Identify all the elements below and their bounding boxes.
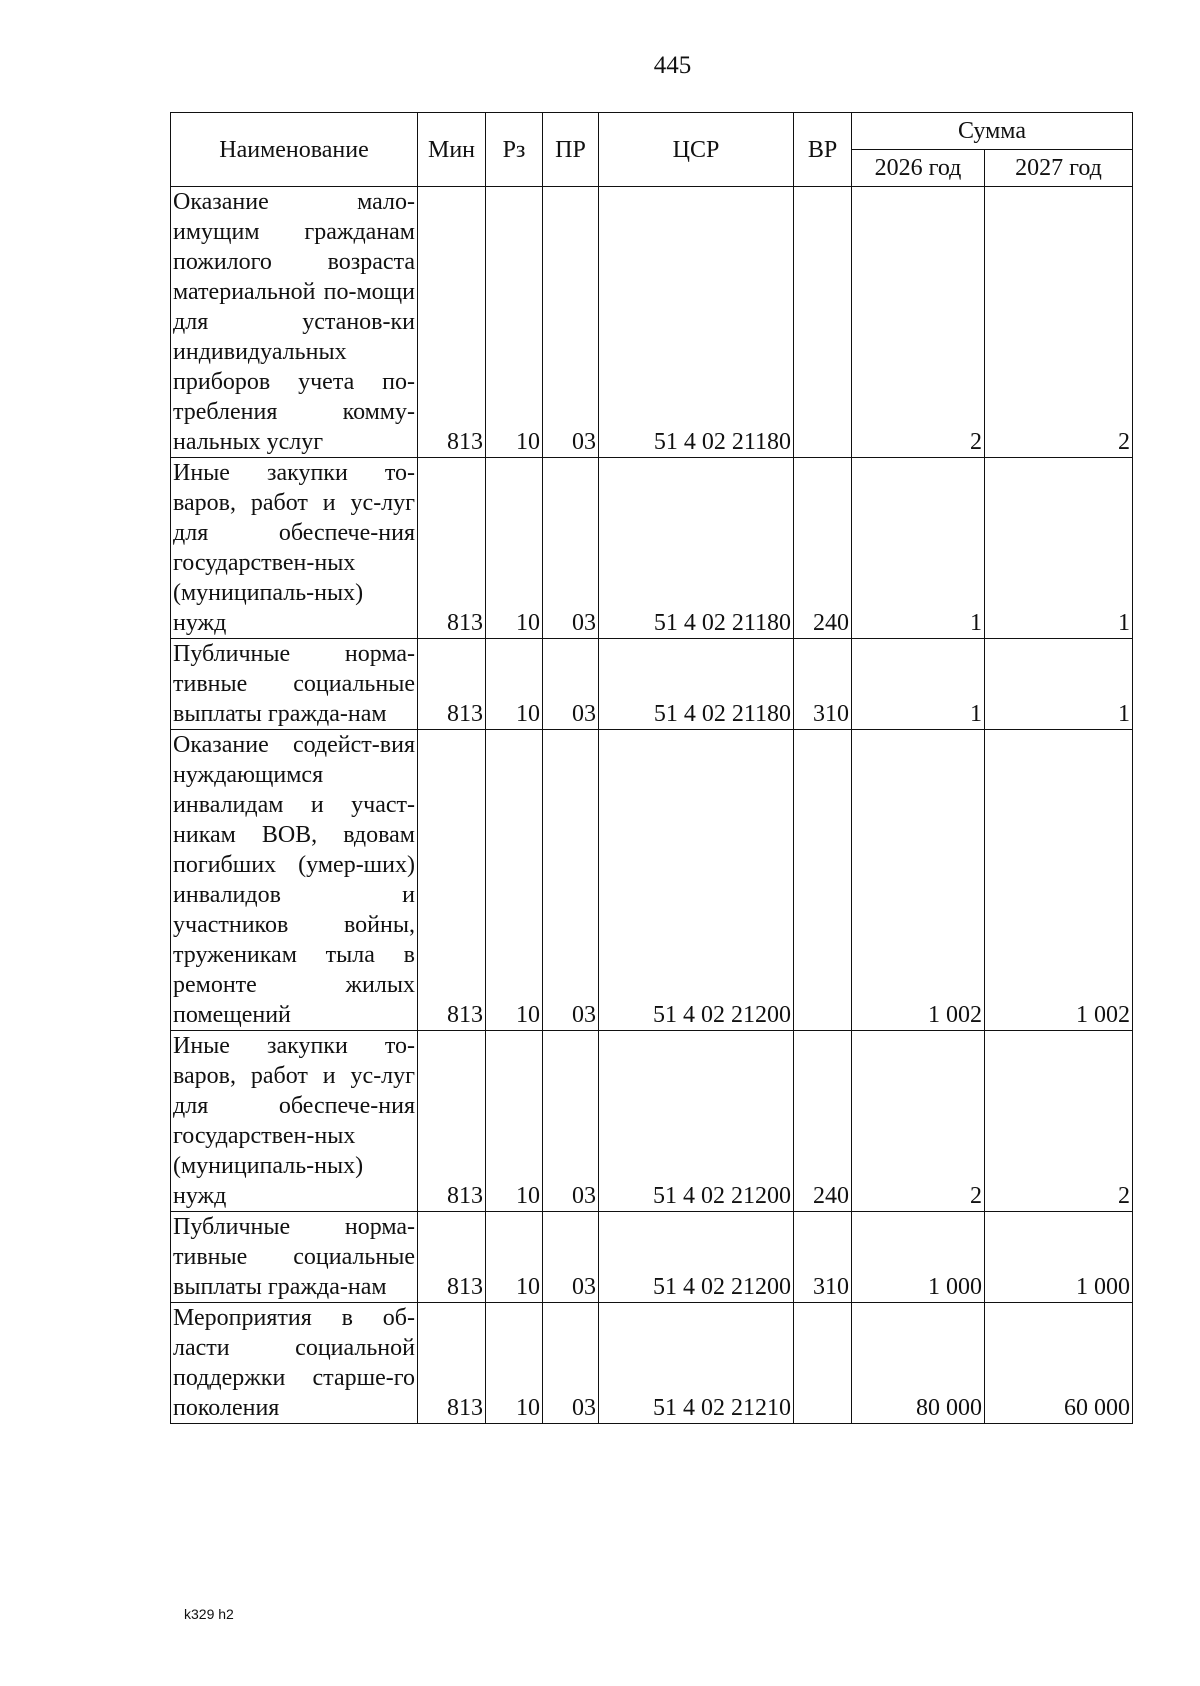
table-row bbox=[171, 458, 1133, 639]
cell-min: 813 bbox=[418, 187, 486, 458]
cell-sum-2027: 2 bbox=[985, 187, 1133, 458]
table-row bbox=[171, 639, 1133, 730]
cell-sum-2027: 2 bbox=[985, 1031, 1133, 1212]
table-row bbox=[171, 187, 1133, 458]
cell-csr: 51 4 02 21180 bbox=[599, 458, 794, 639]
cell-vr: 310 bbox=[794, 639, 852, 730]
header-year-2027: 2027 год bbox=[985, 150, 1133, 187]
cell-sum-2026: 2 bbox=[852, 1031, 985, 1212]
cell-csr: 51 4 02 21200 bbox=[599, 1031, 794, 1212]
cell-sum-2026: 1 bbox=[852, 458, 985, 639]
cell-rz: 10 bbox=[486, 639, 543, 730]
cell-vr bbox=[794, 187, 852, 458]
cell-min: 813 bbox=[418, 1031, 486, 1212]
cell-sum-2026: 2 bbox=[852, 187, 985, 458]
cell-sum-2026: 1 000 bbox=[852, 1212, 985, 1303]
cell-min: 813 bbox=[418, 639, 486, 730]
header-pr: ПР bbox=[543, 113, 599, 187]
cell-csr: 51 4 02 21210 bbox=[599, 1303, 794, 1424]
cell-vr: 240 bbox=[794, 1031, 852, 1212]
header-row bbox=[171, 113, 1133, 150]
cell-rz: 10 bbox=[486, 1303, 543, 1424]
header-min: Мин bbox=[418, 113, 486, 187]
cell-sum-2027: 1 000 bbox=[985, 1212, 1133, 1303]
cell-vr: 310 bbox=[794, 1212, 852, 1303]
budget-table bbox=[170, 112, 1133, 1424]
cell-pr: 03 bbox=[543, 1212, 599, 1303]
cell-name: Оказание мало-имущим гражданам пожилого возраста материальной по-мощи для установ-ки индивидуальных приборов учета по-требления комму-нальных услуг bbox=[171, 187, 418, 458]
cell-pr: 03 bbox=[543, 1303, 599, 1424]
cell-sum-2027: 1 bbox=[985, 639, 1133, 730]
cell-rz: 10 bbox=[486, 187, 543, 458]
cell-rz: 10 bbox=[486, 1031, 543, 1212]
cell-name: Иные закупки то-варов, работ и ус-луг для обеспече-ния государствен-ных (муниципаль-ных) нужд bbox=[171, 1031, 418, 1212]
cell-csr: 51 4 02 21180 bbox=[599, 639, 794, 730]
table-body bbox=[171, 187, 1133, 1424]
cell-vr bbox=[794, 1303, 852, 1424]
cell-csr: 51 4 02 21200 bbox=[599, 730, 794, 1031]
header-vr: ВР bbox=[794, 113, 852, 187]
cell-min: 813 bbox=[418, 1212, 486, 1303]
cell-pr: 03 bbox=[543, 730, 599, 1031]
cell-sum-2027: 1 002 bbox=[985, 730, 1133, 1031]
cell-vr: 240 bbox=[794, 458, 852, 639]
cell-rz: 10 bbox=[486, 730, 543, 1031]
table-row bbox=[171, 730, 1133, 1031]
cell-name: Оказание содейст-вия нуждающимся инвалидам и участ-никам ВОВ, вдовам погибших (умер-ших) инвалидов и участников войны, труженикам тыла в ремонте жилых помещений bbox=[171, 730, 418, 1031]
cell-sum-2026: 1 002 bbox=[852, 730, 985, 1031]
cell-vr bbox=[794, 730, 852, 1031]
cell-min: 813 bbox=[418, 1303, 486, 1424]
cell-rz: 10 bbox=[486, 1212, 543, 1303]
cell-pr: 03 bbox=[543, 458, 599, 639]
cell-name: Мероприятия в об-ласти социальной поддержки старше-го поколения bbox=[171, 1303, 418, 1424]
cell-sum-2026: 80 000 bbox=[852, 1303, 985, 1424]
header-sum: Сумма bbox=[852, 113, 1133, 150]
footer-code: k329 h2 bbox=[184, 1606, 234, 1622]
cell-pr: 03 bbox=[543, 1031, 599, 1212]
cell-name: Публичные норма-тивные социальные выплаты гражда-нам bbox=[171, 1212, 418, 1303]
table-row bbox=[171, 1212, 1133, 1303]
cell-sum-2026: 1 bbox=[852, 639, 985, 730]
header-csr: ЦСР bbox=[599, 113, 794, 187]
cell-pr: 03 bbox=[543, 639, 599, 730]
header-rz: Рз bbox=[486, 113, 543, 187]
cell-rz: 10 bbox=[486, 458, 543, 639]
cell-name: Иные закупки то-варов, работ и ус-луг для обеспече-ния государствен-ных (муниципаль-ных) нужд bbox=[171, 458, 418, 639]
page-number: 445 bbox=[653, 52, 692, 79]
cell-sum-2027: 1 bbox=[985, 458, 1133, 639]
cell-csr: 51 4 02 21180 bbox=[599, 187, 794, 458]
cell-pr: 03 bbox=[543, 187, 599, 458]
cell-min: 813 bbox=[418, 730, 486, 1031]
header-year-2026: 2026 год bbox=[852, 150, 985, 187]
cell-min: 813 bbox=[418, 458, 486, 639]
cell-sum-2027: 60 000 bbox=[985, 1303, 1133, 1424]
table-row bbox=[171, 1303, 1133, 1424]
table-row bbox=[171, 1031, 1133, 1212]
cell-name: Публичные норма-тивные социальные выплаты гражда-нам bbox=[171, 639, 418, 730]
cell-csr: 51 4 02 21200 bbox=[599, 1212, 794, 1303]
header-name: Наименование bbox=[171, 113, 418, 187]
